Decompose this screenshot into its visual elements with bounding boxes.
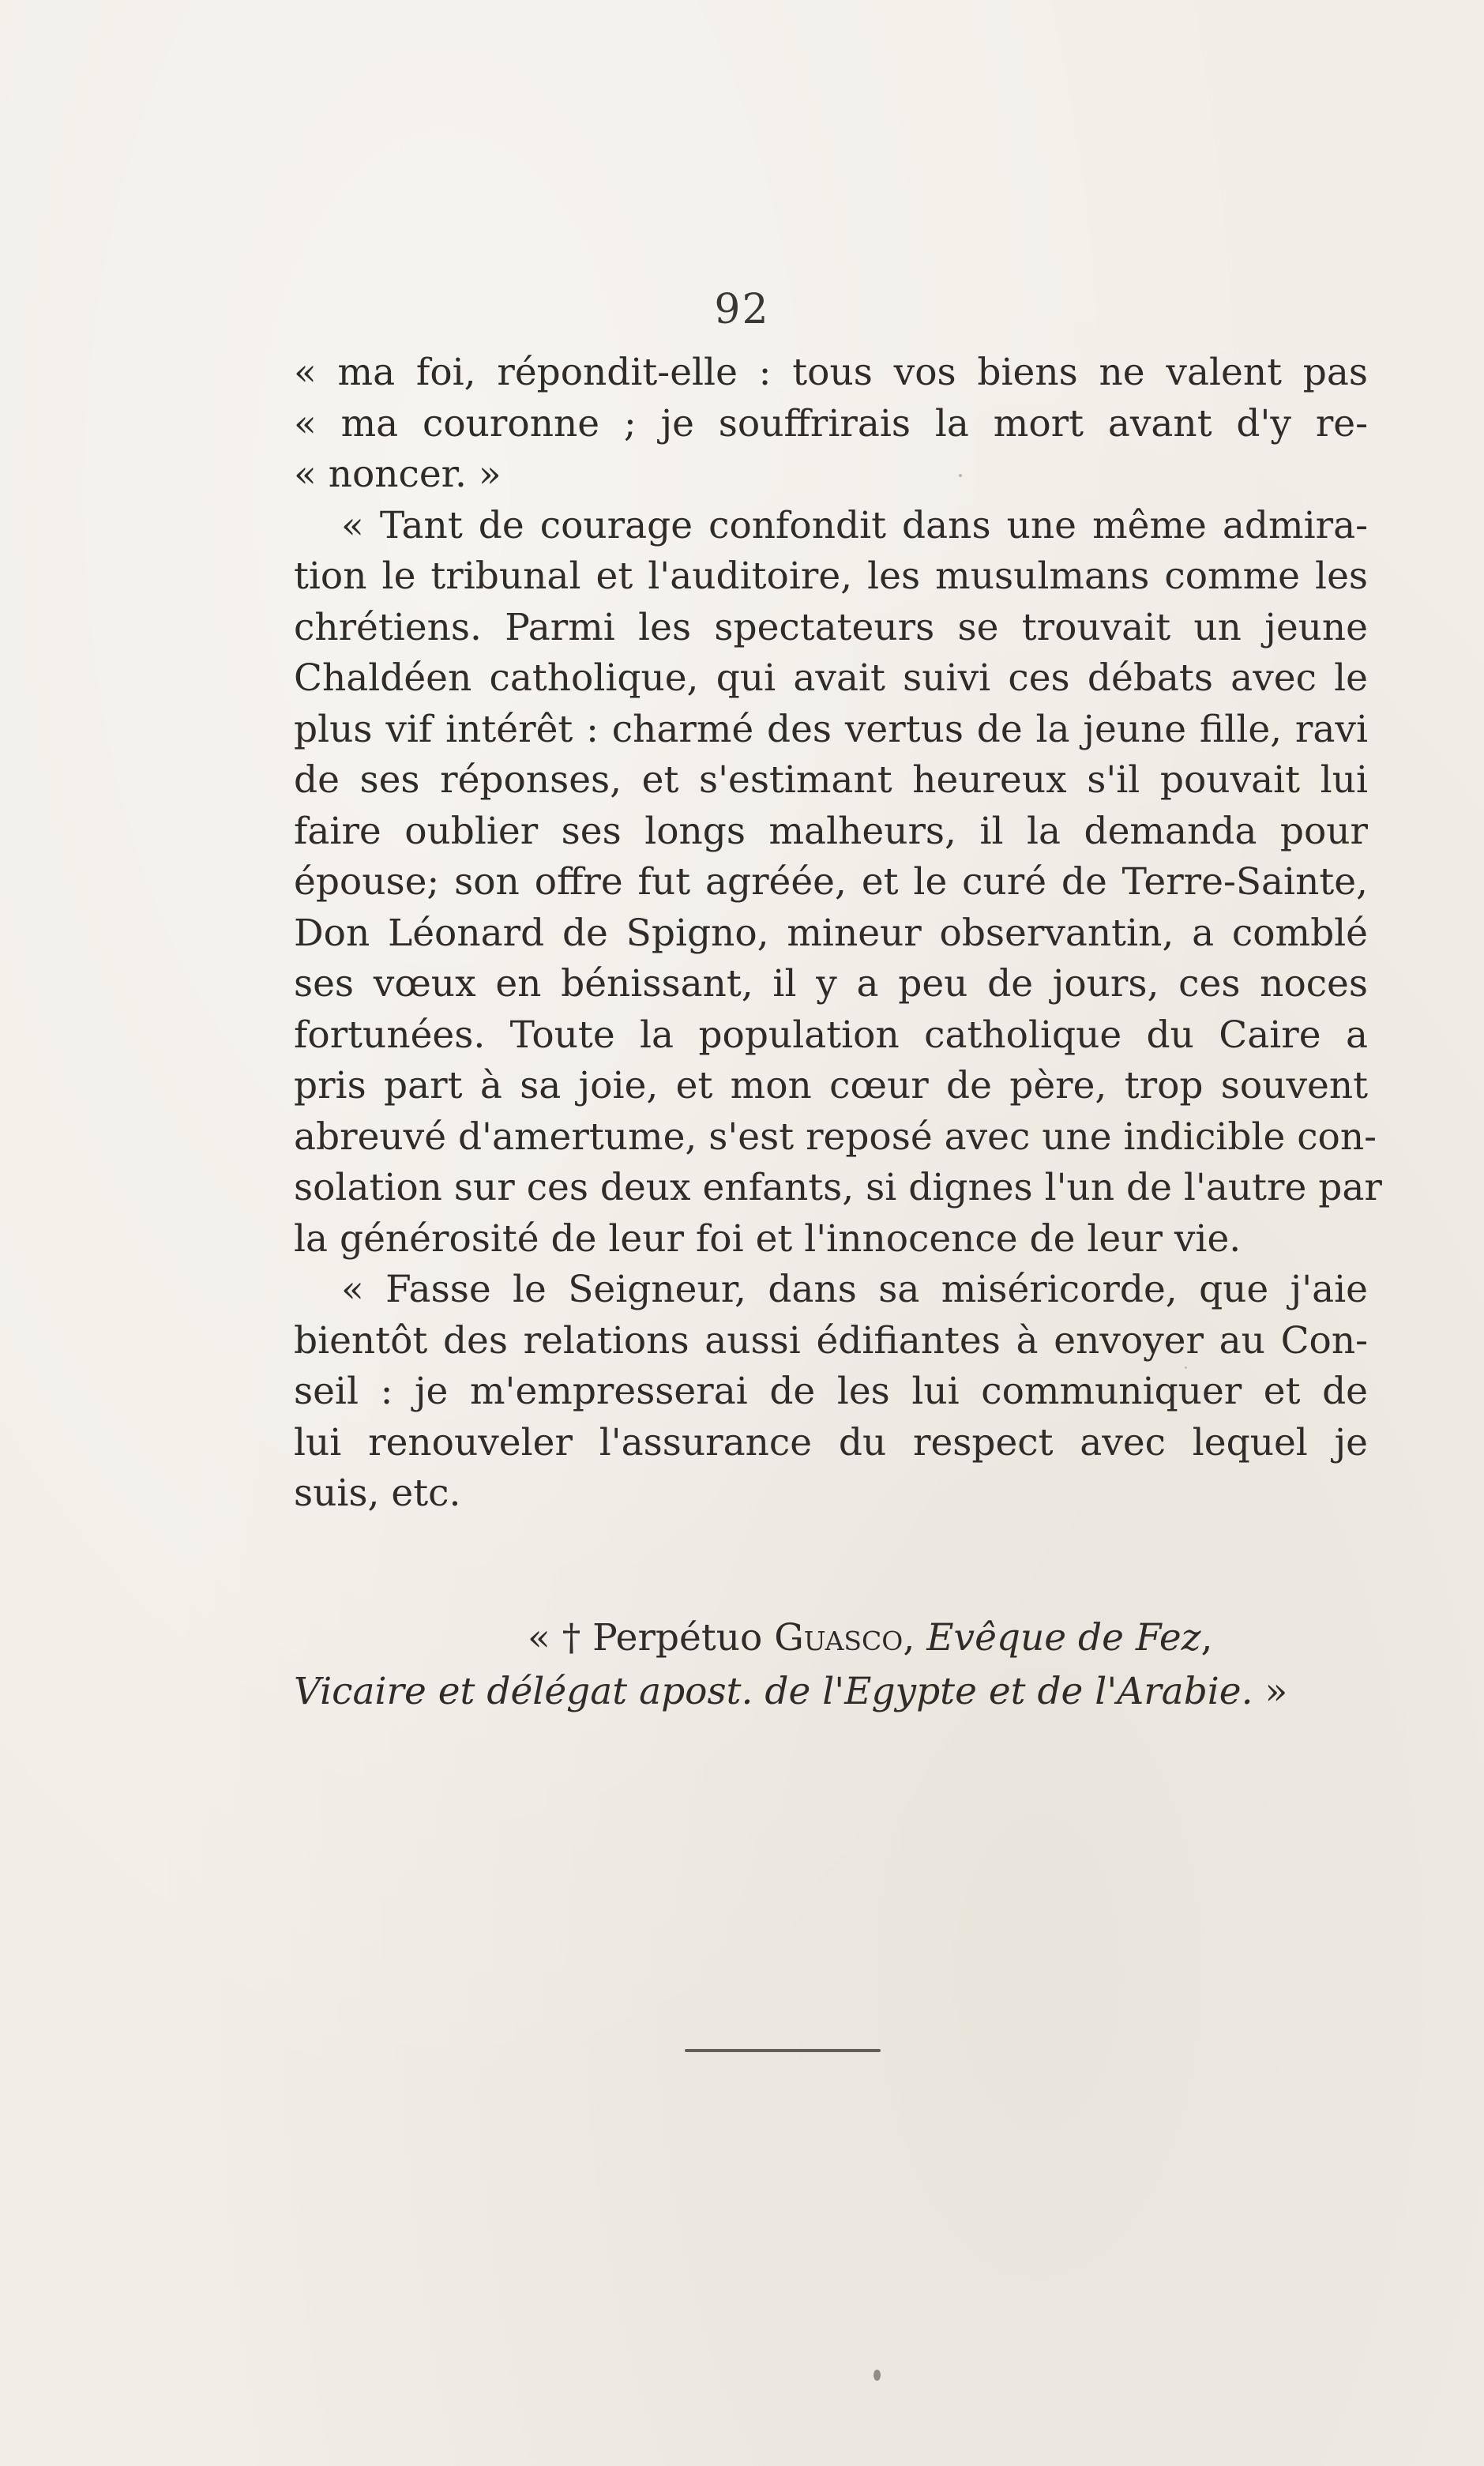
signature-line-1 [294, 1611, 1368, 1665]
signature-line-2 [294, 1665, 1368, 1719]
text-line: de ses réponses, et s'estimant heureux s'il pouvait lui [294, 758, 1368, 802]
paper-speck [873, 2370, 881, 2381]
text-line: Chaldéen catholique, qui avait suivi ces débats avec le [294, 656, 1368, 700]
text-line: « Tant de courage confondit dans une même admira- [341, 503, 1368, 547]
signature-separator: , [903, 1616, 927, 1660]
signature-title-end: , [1200, 1616, 1213, 1660]
text-line: « noncer. » [294, 453, 502, 496]
text-line: fortunées. Toute la population catholique du Caire a [294, 1013, 1368, 1057]
text-line: solation sur ces deux enfants, si dignes l'un de l'autre par [294, 1166, 1382, 1209]
text-line: ses vœux en bénissant, il y a peu de jours, ces noces [294, 962, 1368, 1006]
text-line: Don Léonard de Spigno, mineur observantin, a comblé [294, 911, 1368, 955]
text-line: « Fasse le Seigneur, dans sa miséricorde, que j'aie [341, 1268, 1368, 1311]
text-line: plus vif intérêt : charmé des vertus de la jeune fille, ravi [294, 707, 1368, 751]
signature-close: » [1253, 1670, 1288, 1713]
text-line: épouse; son offre fut agréée, et le curé de Terre-Sainte, [294, 860, 1368, 904]
text-line: la générosité de leur foi et l'innocence de leur vie. [294, 1216, 1242, 1261]
signature-title: Evêque de Fez [926, 1616, 1201, 1660]
signature-office: Vicaire et délégat apost. de l'Egypte et de l'Arabie. [294, 1670, 1253, 1713]
signature-block [294, 1611, 1368, 1719]
paper-speck [959, 474, 962, 477]
page-number: 92 [714, 286, 770, 333]
text-line: seil : je m'empresserai de les lui communiquer et de [294, 1370, 1368, 1413]
body-text [294, 348, 1382, 1520]
text-line: faire oublier ses longs malheurs, il la demanda pour [294, 809, 1368, 853]
end-rule [685, 2049, 881, 2052]
text-line: suis, etc. [294, 1472, 461, 1515]
paper-speck [1185, 1366, 1187, 1369]
text-line: lui renouveler l'assurance du respect avec lequel je [294, 1420, 1368, 1464]
text-line: « ma couronne ; je souffrirais la mort avant d'y re- [294, 401, 1368, 445]
text-line: abreuvé d'amertume, s'est reposé avec une indicible con- [294, 1115, 1377, 1159]
signature-prefix: « † Perpétuo [528, 1616, 775, 1660]
text-line: bientôt des relations aussi édifiantes à envoyer au Con- [294, 1318, 1368, 1363]
text-line: tion le tribunal et l'auditoire, les musulmans comme les [294, 554, 1368, 598]
text-line: « ma foi, répondit-elle : tous vos biens ne valent pas [294, 351, 1368, 394]
signature-name: Guasco [774, 1616, 904, 1660]
text-line: chrétiens. Parmi les spectateurs se trouvait un jeune [294, 605, 1368, 649]
text-line: pris part à sa joie, et mon cœur de père, trop souvent [294, 1064, 1368, 1107]
